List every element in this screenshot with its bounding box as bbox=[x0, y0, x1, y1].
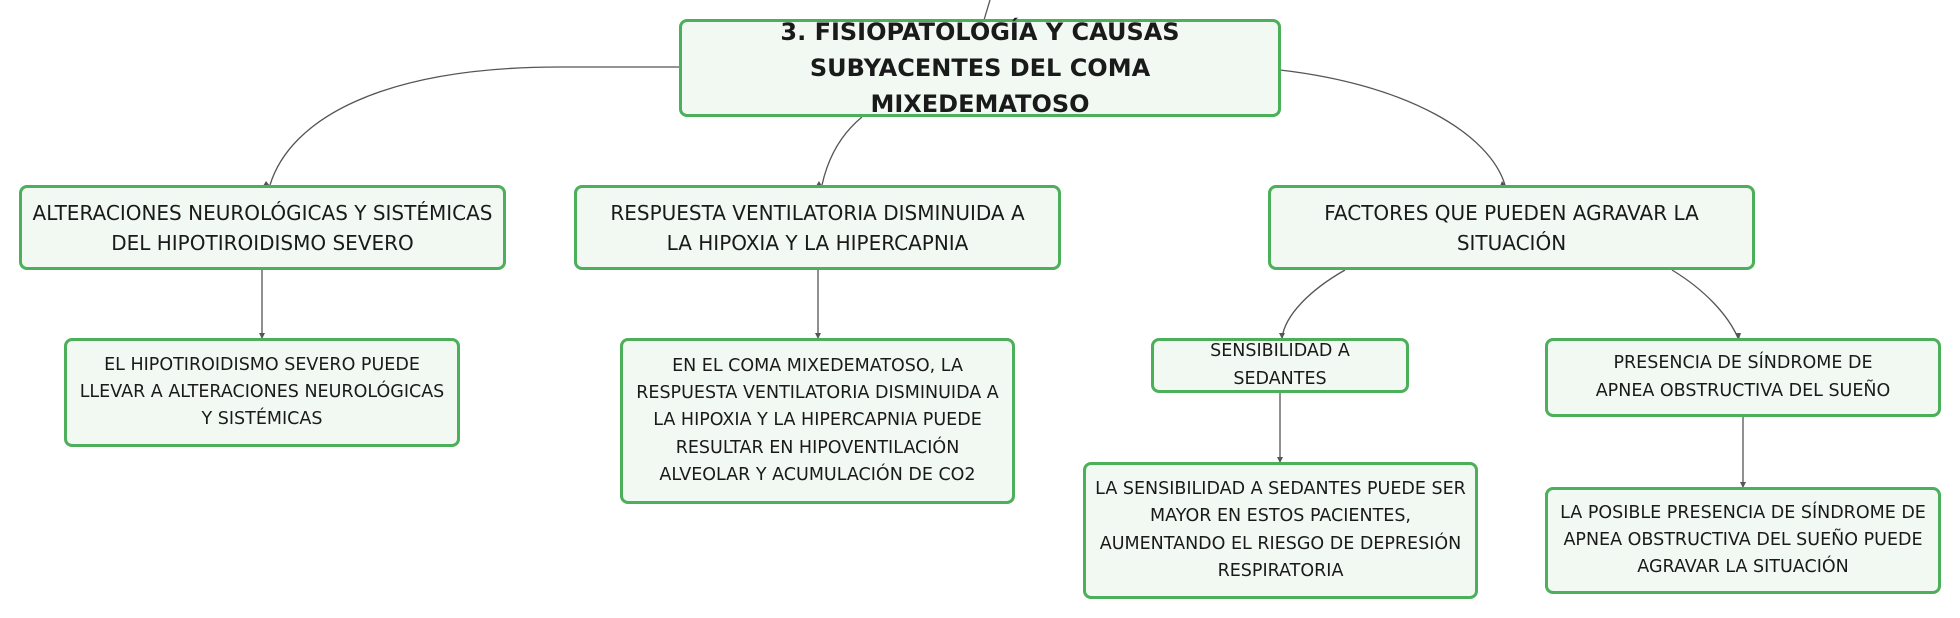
branch-ventilatoria-label: RESPUESTA VENTILATORIA DISMINUIDA A LA HIPOXIA Y LA HIPERCAPNIA bbox=[610, 200, 1025, 255]
branch-neuro-label: ALTERACIONES NEUROLÓGICAS Y SISTÉMICAS DEL HIPOTIROIDISMO SEVERO bbox=[32, 200, 493, 255]
neuro-detail-text: EL HIPOTIROIDISMO SEVERO PUEDE LLEVAR A ALTERACIONES NEUROLÓGICAS Y SISTÉMICAS bbox=[79, 354, 445, 430]
neuro-detail-node[interactable] bbox=[64, 338, 460, 447]
branch-factores-label: FACTORES QUE PUEDEN AGRAVAR LA SITUACIÓN bbox=[1324, 200, 1699, 255]
connector-root-ventilatoria bbox=[822, 117, 862, 185]
sedantes-detail-node[interactable] bbox=[1083, 462, 1478, 599]
ventilatoria-detail-node[interactable] bbox=[620, 338, 1015, 504]
sedantes-detail-text: LA SENSIBILIDAD A SEDANTES PUEDE SER MAYOR EN ESTOS PACIENTES, AUMENTANDO EL RIESGO DE DEPRESIÓN RESPIRATORIA bbox=[1095, 478, 1466, 581]
connector-root-factores bbox=[1280, 70, 1505, 185]
connector-factores-apnea bbox=[1672, 270, 1738, 338]
branch-neuro-node[interactable] bbox=[19, 185, 506, 270]
connector-root-neuro bbox=[270, 67, 680, 185]
sedantes-node[interactable] bbox=[1151, 338, 1409, 393]
branch-ventilatoria-node[interactable] bbox=[574, 185, 1061, 270]
sedantes-label: SENSIBILIDAD A SEDANTES bbox=[1210, 341, 1350, 389]
branch-factores-node[interactable] bbox=[1268, 185, 1755, 270]
ventilatoria-detail-text: EN EL COMA MIXEDEMATOSO, LA RESPUESTA VENTILATORIA DISMINUIDA A LA HIPOXIA Y LA HIPERCAPNIA PUEDE RESULTAR EN HIPOVENTILACIÓN ALVEOLAR Y ACUMULACIÓN DE CO2 bbox=[636, 355, 999, 485]
apnea-label: PRESENCIA DE SÍNDROME DE APNEA OBSTRUCTIVA DEL SUEÑO bbox=[1595, 353, 1891, 401]
apnea-node[interactable] bbox=[1545, 338, 1941, 417]
connector-factores-sedantes bbox=[1282, 270, 1345, 338]
root-topic-node[interactable] bbox=[679, 19, 1281, 117]
apnea-detail-node[interactable] bbox=[1545, 487, 1941, 594]
apnea-detail-text: LA POSIBLE PRESENCIA DE SÍNDROME DE APNEA OBSTRUCTIVA DEL SUEÑO PUEDE AGRAVAR LA SITUACIÓN bbox=[1560, 502, 1926, 578]
root-topic-title: 3. FISIOPATOLOGÍA Y CAUSAS SUBYACENTES DEL COMA MIXEDEMATOSO bbox=[780, 18, 1180, 118]
